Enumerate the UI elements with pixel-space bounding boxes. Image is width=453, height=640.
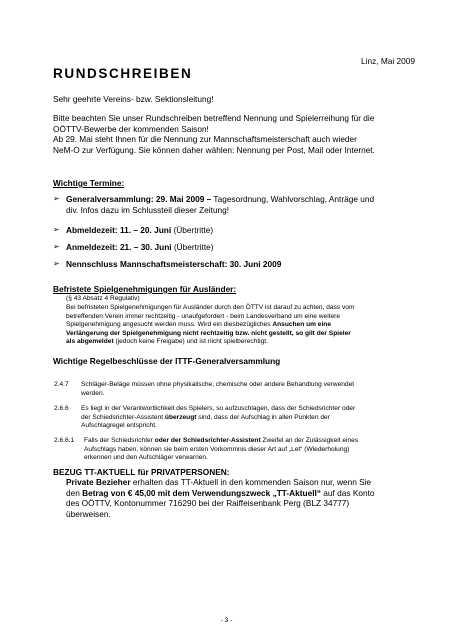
rule-text: Falls der Schiedsrichter oder der Schiedsrichter-Assistent Zweifel an der Zulässigkeit eines Aufschlags haben, können sie beim ersten Vorkommnis dieser Art auf „Let“ (Wiederholung) erkennen und den Aufschläger verwarnen. xyxy=(84,437,359,461)
arrow-bullet-icon: ➢ xyxy=(53,242,60,251)
termin-bold: Generalversammlung: 29. Mai 2009 – xyxy=(66,194,212,204)
bezug-line: den Betrag von € 45,00 mit dem Verwendungszweck „TT-Aktuell“ auf das Konto xyxy=(66,487,375,498)
ittf-heading: Wichtige Regelbeschlüsse der ITTF-Generalversammlung xyxy=(53,356,281,366)
rule-number: 2.6.6.1 xyxy=(54,437,75,444)
arrow-bullet-icon: ➢ xyxy=(53,225,60,234)
salutation: Sehr geehrte Vereins- bzw. Sektionsleitung! xyxy=(53,94,214,104)
befristete-line: als abgemeldet (jedoch keine Freigabe) und ist nicht spielberechtigt. xyxy=(66,338,268,345)
rule-number: 2.4.7 xyxy=(54,381,69,388)
arrow-bullet-icon: ➢ xyxy=(53,259,60,268)
termin-bold: Anmeldezeit: 21. – 30. Juni xyxy=(66,242,172,252)
termin-text: (Übertritte) xyxy=(171,225,214,235)
intro-line: OÖTTV-Bewerbe der kommenden Saison! xyxy=(53,123,209,134)
befristete-line: betreffenden Verein immer rechtzeitig - unaufgefordert - beim Landesverband um eine weitere xyxy=(66,312,341,320)
bezug-line: überweisen. xyxy=(66,508,111,519)
befristete-line: Verlängerung der Spielgenehmigung nicht rechtzeitig bzw. nicht gestellt, so gilt der Spieler xyxy=(66,329,351,337)
page-number: - 3 - xyxy=(220,617,233,624)
bezug-paragraph xyxy=(66,477,416,519)
rule-text: Es liegt in der Verantwortlichkeit des Spielers, so aufzuschlagen, dass der Schiedsrichter oder der Schiedsrichter-Assistent überzeugt sind, dass der Aufschlag in allen Punkten der Aufschlagregel entspricht. xyxy=(81,405,356,429)
termine-heading: Wichtige Termine: xyxy=(53,178,125,188)
bezug-line: des OÖTTV, Kontonummer 716290 bei der Raiffeisenbank Perg (BLZ 34777) xyxy=(66,498,350,509)
intro-line: NeM-O zur Verfügung. Sie können daher wählen: Nennung per Post, Mail oder Internet. xyxy=(53,144,375,155)
termin-text: div. Infos dazu im Schlussteil dieser Zeitung! xyxy=(66,204,230,215)
termin-text: Tagesordnung, Wahlvorschlag, Anträge und xyxy=(211,194,375,204)
termin-text: (Übertritte) xyxy=(171,242,214,252)
befristete-heading: Befristete Spielgenehmigungen für Ausländer: xyxy=(53,284,237,294)
arrow-bullet-icon: ➢ xyxy=(53,194,60,203)
intro-paragraph xyxy=(53,113,413,155)
bezug-heading: BEZUG TT-AKTUELL für PRIVATPERSONEN: xyxy=(53,467,230,477)
befristete-paragraph xyxy=(66,304,411,347)
befristete-line: Bei befristeten Spielgenehmigungen für Ausländer durch den ÖTTV ist darauf zu achten, dass vom xyxy=(66,304,355,311)
rule-number: 2.6.6 xyxy=(54,405,69,412)
termin-bold: Abmeldezeit: 11. – 20. Juni xyxy=(66,225,172,235)
termin-item-generalversammlung xyxy=(66,194,416,215)
date-place: Linz, Mai 2009 xyxy=(361,56,415,66)
page-title: RUNDSCHREIBEN xyxy=(53,66,193,81)
intro-line: Bitte beachten Sie unser Rundschreiben betreffend Nennung und Spielerreihung für die xyxy=(53,113,375,123)
termin-item-anmeldezeit xyxy=(66,242,214,253)
befristete-regulativ: (§ 43 Absatz 4 Regulativ) xyxy=(66,295,140,302)
termin-item-nennschluss: Nennschluss Mannschaftsmeisterschaft: 30. Juni 2009 xyxy=(66,259,282,269)
termin-item-abmeldezeit xyxy=(66,225,213,236)
bezug-line: Private Bezieher erhalten das TT-Aktuell in den kommenden Saison nur, wenn Sie xyxy=(66,477,372,487)
rule-text: Schläger-Beläge müssen ohne physikalische, chemische oder andere Behandlung verwendet werden. xyxy=(81,381,355,397)
befristete-line: Spielgenehmigung angesucht werden muss. Wird ein diesbezügliches Ansuchen um eine xyxy=(66,321,331,328)
intro-line: Ab 29. Mai steht Ihnen für die Nennung zur Mannschaftsmeisterschaft auch wieder xyxy=(53,134,357,145)
